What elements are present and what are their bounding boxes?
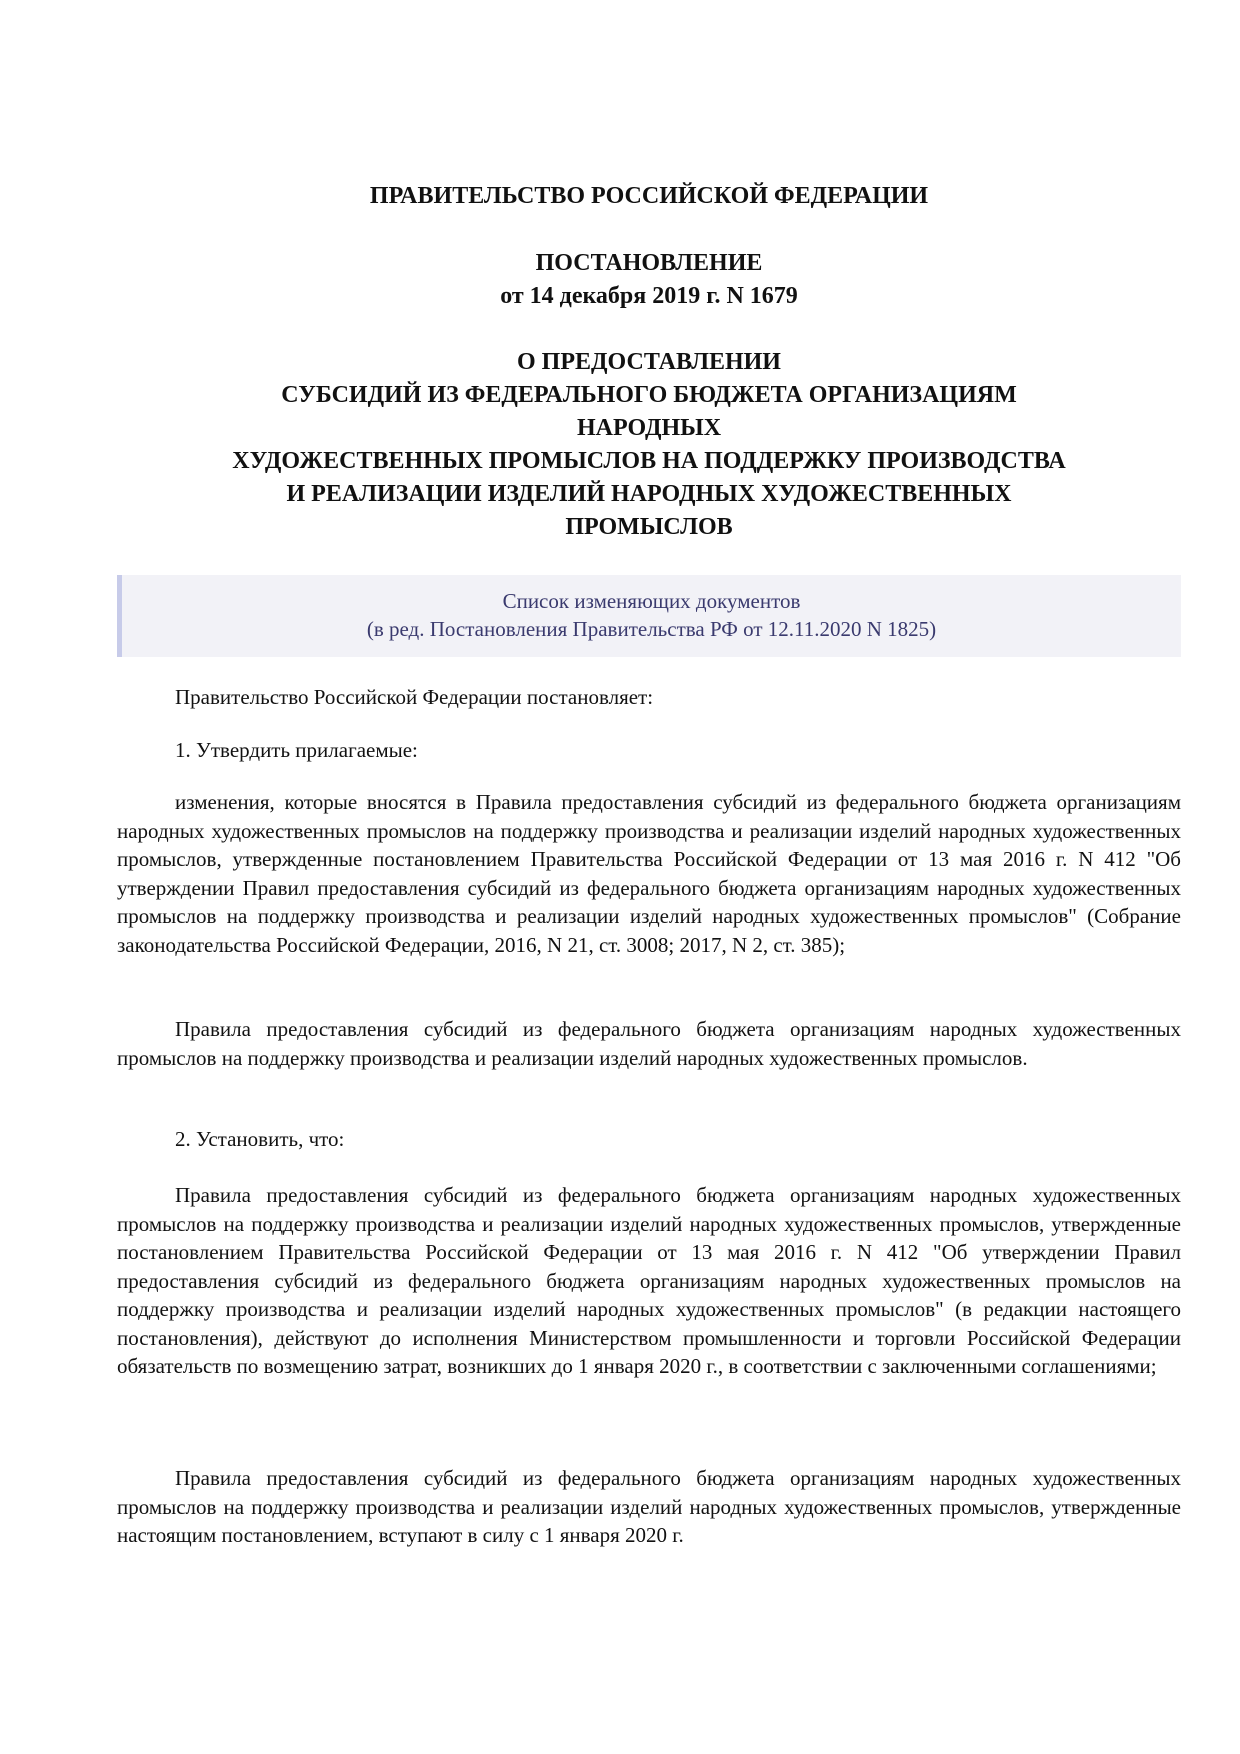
document-type-and-date	[117, 247, 1181, 313]
paragraph: Правительство Российской Федерации постановляет:	[175, 685, 654, 709]
document-date: от 14 декабря 2019 г. N 1679	[500, 283, 798, 309]
title-line: ПРОМЫСЛОВ	[565, 514, 733, 540]
paragraph: изменения, которые вносятся в Правила предоставления субсидий из федерального бюджета организациям народных художественных промыслов на поддержку производства и реализации изделий народных художественных промыслов, утвержденные постановлением Правительства Российской Федерации от 13 мая 2016 г. N 412 "Об утверждении Правил предоставления субсидий из федерального бюджета организациям народных художественных промыслов на поддержку производства и реализации изделий народных художественных промыслов" (Собрание законодательства Российской Федерации, 2016, N 21, ст. 3008; 2017, N 2, ст. 385);	[117, 790, 1181, 957]
document-title	[117, 346, 1181, 544]
government-name: ПРАВИТЕЛЬСТВО РОССИЙСКОЙ ФЕДЕРАЦИИ	[369, 183, 929, 209]
amending-documents-box	[117, 575, 1181, 657]
title-line: И РЕАЛИЗАЦИИ ИЗДЕЛИЙ НАРОДНЫХ ХУДОЖЕСТВЕННЫХ	[286, 481, 1012, 507]
amending-documents-ref[interactable]: (в ред. Постановления Правительства РФ от 12.11.2020 N 1825)	[366, 617, 937, 641]
paragraph: Правила предоставления субсидий из федерального бюджета организациям народных художественных промыслов на поддержку производства и реализации изделий народных художественных промыслов, утвержденные настоящим постановлением, вступают в силу с 1 января 2020 г.	[117, 1466, 1181, 1547]
title-line: О ПРЕДОСТАВЛЕНИИ	[517, 349, 781, 375]
paragraph: 2. Установить, что:	[175, 1127, 345, 1151]
document-type: ПОСТАНОВЛЕНИЕ	[535, 250, 763, 276]
amending-documents-heading: Список изменяющих документов	[502, 589, 801, 613]
title-line: СУБСИДИЙ ИЗ ФЕДЕРАЛЬНОГО БЮДЖЕТА ОРГАНИЗАЦИЯМ	[281, 382, 1017, 408]
paragraph: Правила предоставления субсидий из федерального бюджета организациям народных художественных промыслов на поддержку производства и реализации изделий народных художественных промыслов.	[117, 1017, 1181, 1070]
title-line: ХУДОЖЕСТВЕННЫХ ПРОМЫСЛОВ НА ПОДДЕРЖКУ ПРОИЗВОДСТВА	[232, 448, 1066, 474]
paragraph: Правила предоставления субсидий из федерального бюджета организациям народных художественных промыслов на поддержку производства и реализации изделий народных художественных промыслов, утвержденные постановлением Правительства Российской Федерации от 13 мая 2016 г. N 412 "Об утверждении Правил предоставления субсидий из федерального бюджета организациям народных художественных промыслов на поддержку производства и реализации изделий народных художественных промыслов" (в редакции настоящего постановления), действуют до исполнения Министерством промышленности и торговли Российской Федерации обязательств по возмещению затрат, возникших до 1 января 2020 г., в соответствии с заключенными соглашениями;	[117, 1183, 1181, 1378]
title-line: НАРОДНЫХ	[576, 415, 722, 441]
paragraph: 1. Утвердить прилагаемые:	[175, 738, 418, 762]
